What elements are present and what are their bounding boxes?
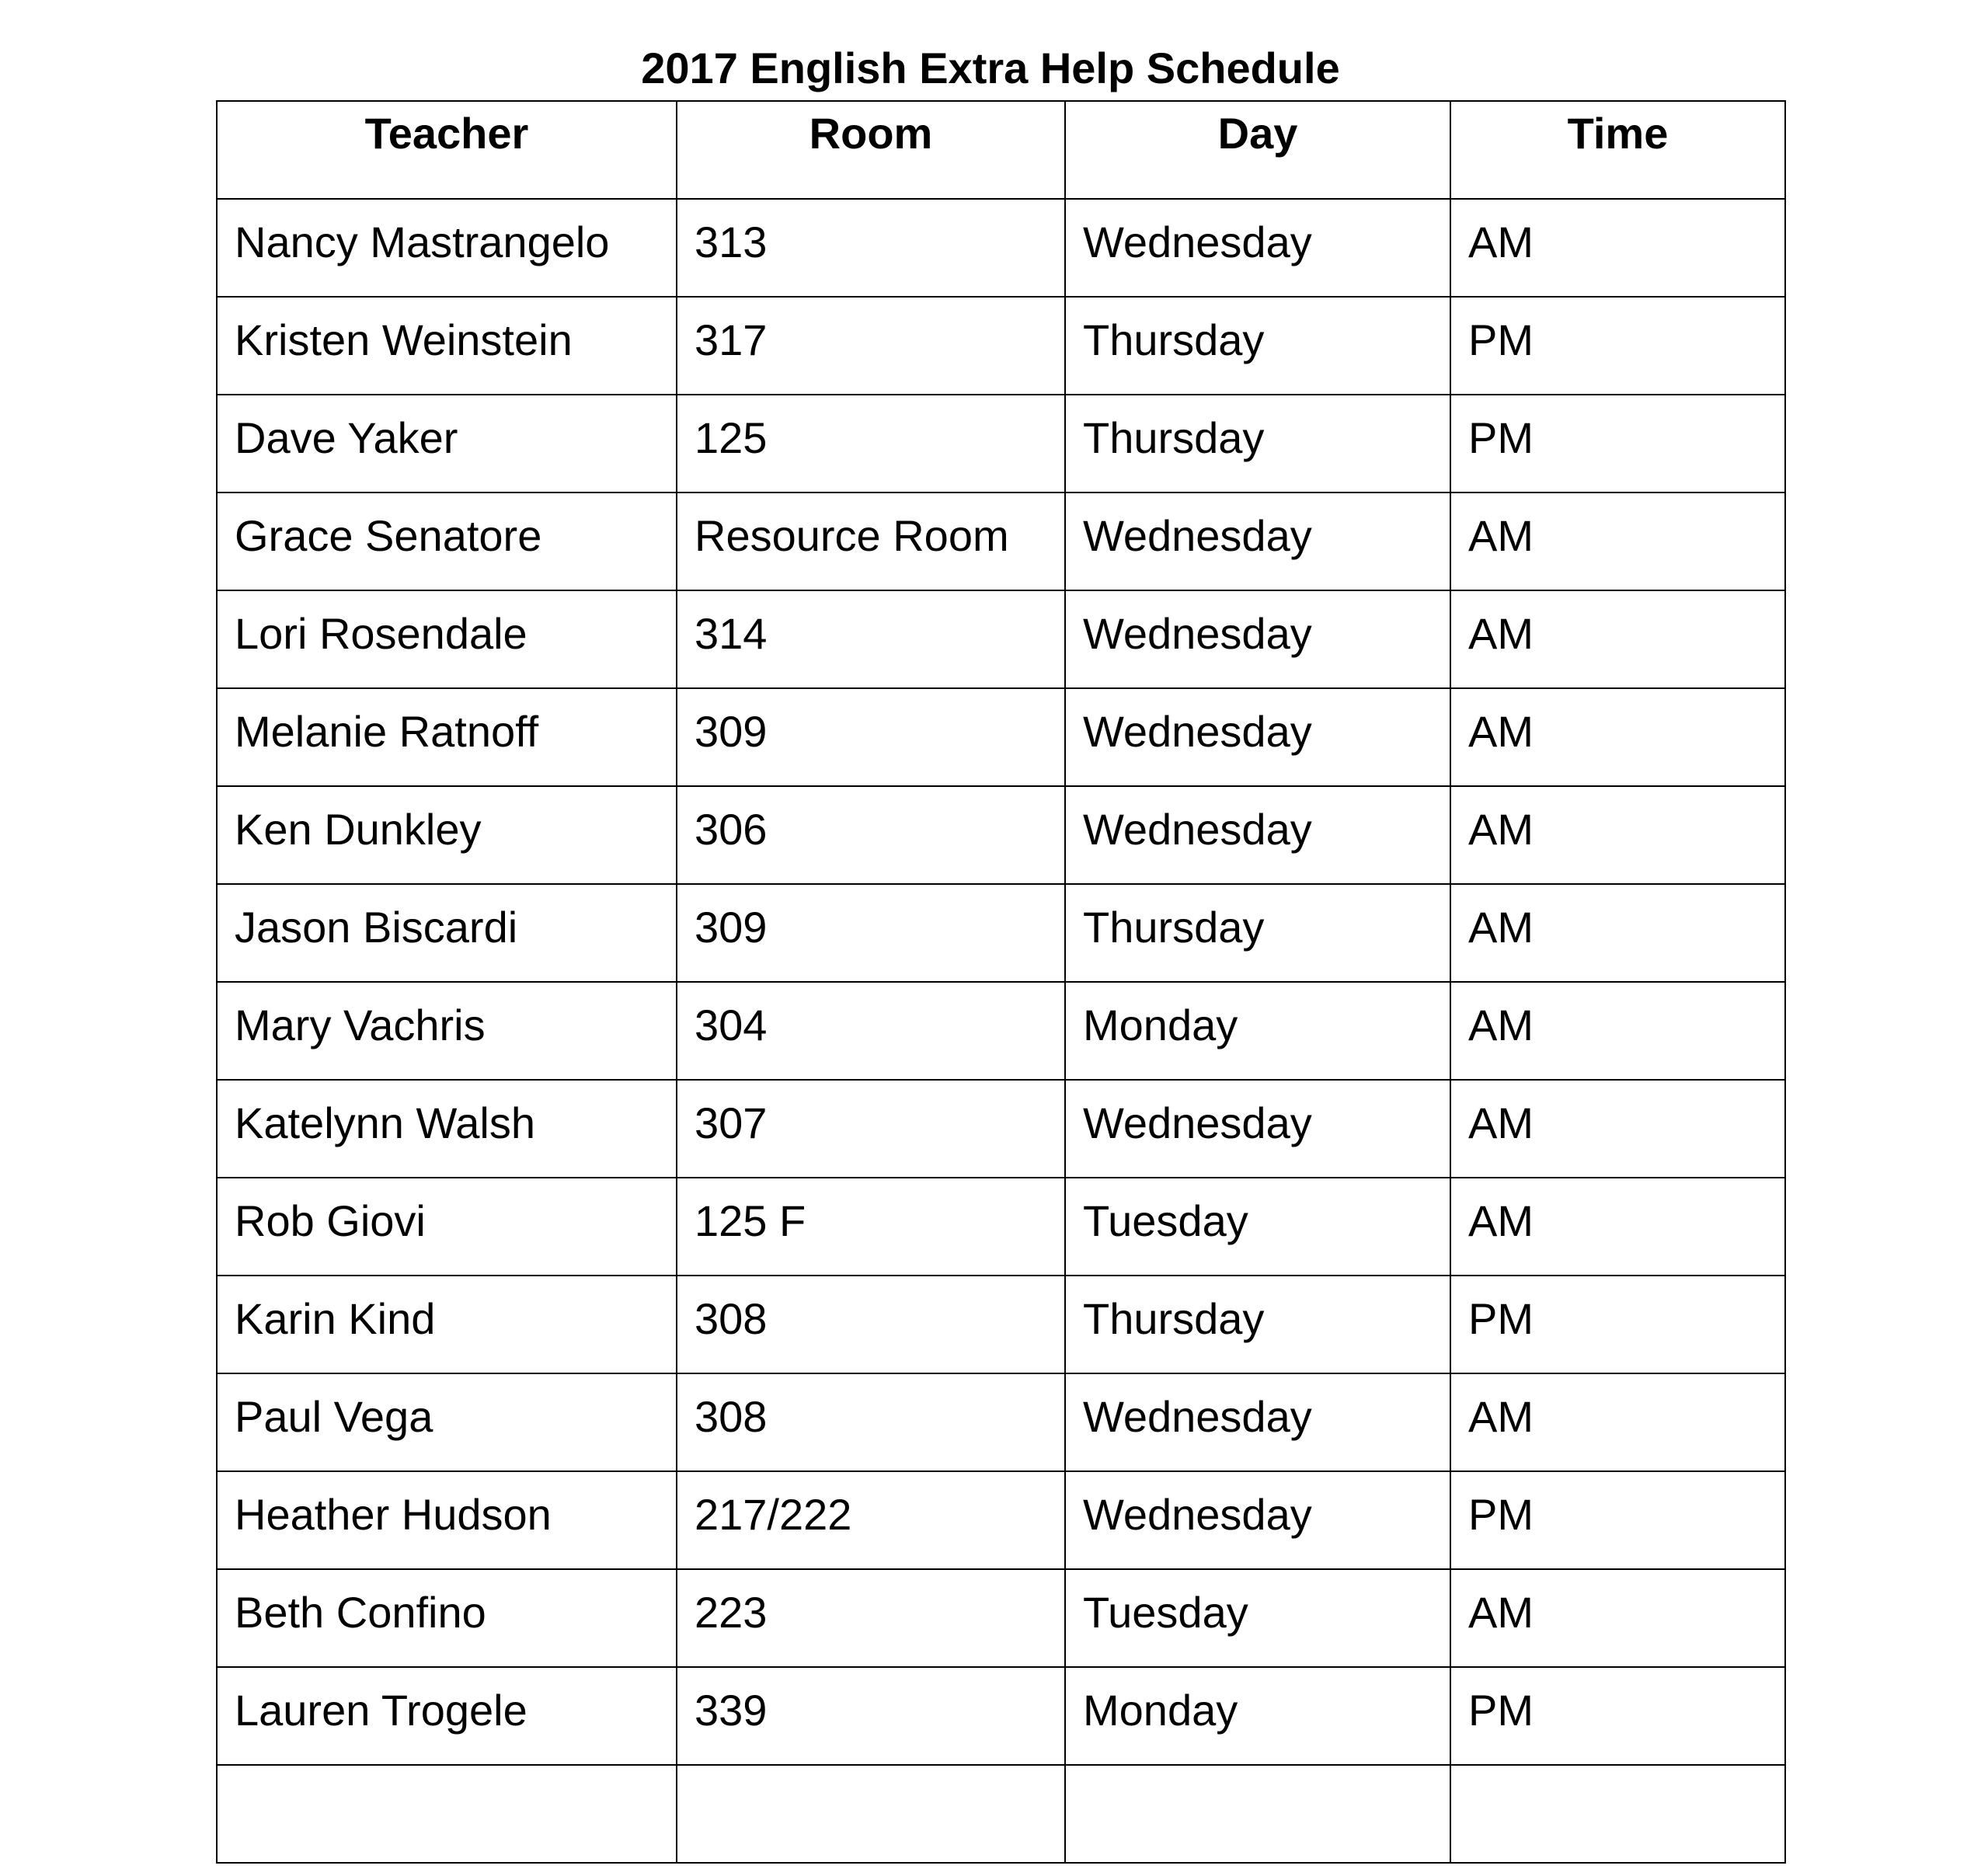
table-body (217, 199, 1785, 1863)
cell-room: 317 (677, 297, 1065, 395)
cell-teacher: Dave Yaker (217, 395, 677, 492)
cell-day: Wednesday (1065, 1080, 1450, 1178)
cell-day: Wednesday (1065, 1373, 1450, 1471)
cell-room: 125 F (677, 1178, 1065, 1276)
cell-room: 313 (677, 199, 1065, 297)
table-row (217, 884, 1785, 982)
table-row (217, 492, 1785, 590)
table-row (217, 590, 1785, 688)
cell-time: PM (1450, 1471, 1785, 1569)
cell-day: Wednesday (1065, 199, 1450, 297)
table-row (217, 982, 1785, 1080)
header-room: Room (677, 101, 1065, 199)
table-row-empty (217, 1765, 1785, 1863)
cell-room: 308 (677, 1276, 1065, 1373)
cell-day: Thursday (1065, 395, 1450, 492)
table-row (217, 1667, 1785, 1765)
cell-room: 304 (677, 982, 1065, 1080)
cell-teacher: Mary Vachris (217, 982, 677, 1080)
table-row (217, 1373, 1785, 1471)
cell-day: Wednesday (1065, 590, 1450, 688)
cell-teacher: Ken Dunkley (217, 786, 677, 884)
cell-room: 314 (677, 590, 1065, 688)
table-row (217, 1569, 1785, 1667)
table-row (217, 1276, 1785, 1373)
cell-teacher: Lori Rosendale (217, 590, 677, 688)
header-day: Day (1065, 101, 1450, 199)
cell-room: 307 (677, 1080, 1065, 1178)
table-row (217, 688, 1785, 786)
cell-teacher: Lauren Trogele (217, 1667, 677, 1765)
cell-teacher: Jason Biscardi (217, 884, 677, 982)
cell-time: AM (1450, 786, 1785, 884)
cell-time: AM (1450, 688, 1785, 786)
cell-teacher: Melanie Ratnoff (217, 688, 677, 786)
table-row (217, 1471, 1785, 1569)
table-row (217, 1080, 1785, 1178)
cell-day: Tuesday (1065, 1569, 1450, 1667)
cell-room: 223 (677, 1569, 1065, 1667)
cell-room: 306 (677, 786, 1065, 884)
cell-room: 309 (677, 884, 1065, 982)
cell-room: 339 (677, 1667, 1065, 1765)
cell-time: AM (1450, 1080, 1785, 1178)
cell-time: PM (1450, 297, 1785, 395)
schedule-table (216, 100, 1786, 1864)
table-row (217, 297, 1785, 395)
cell-teacher: Karin Kind (217, 1276, 677, 1373)
cell-time: PM (1450, 395, 1785, 492)
cell-day: Thursday (1065, 884, 1450, 982)
cell-time: PM (1450, 1667, 1785, 1765)
table-row (217, 786, 1785, 884)
cell-teacher: Kristen Weinstein (217, 297, 677, 395)
cell-time: AM (1450, 590, 1785, 688)
cell-room: 309 (677, 688, 1065, 786)
cell-room: 125 (677, 395, 1065, 492)
cell-room: 308 (677, 1373, 1065, 1471)
cell-time: AM (1450, 199, 1785, 297)
cell-time: AM (1450, 884, 1785, 982)
table-row (217, 395, 1785, 492)
cell-time: AM (1450, 492, 1785, 590)
cell-teacher (217, 1765, 677, 1863)
table-row (217, 1178, 1785, 1276)
cell-teacher: Beth Confino (217, 1569, 677, 1667)
header-teacher: Teacher (217, 101, 677, 199)
cell-day (1065, 1765, 1450, 1863)
cell-room (677, 1765, 1065, 1863)
header-time: Time (1450, 101, 1785, 199)
cell-time: AM (1450, 1569, 1785, 1667)
cell-room: Resource Room (677, 492, 1065, 590)
cell-time: AM (1450, 1178, 1785, 1276)
cell-teacher: Paul Vega (217, 1373, 677, 1471)
cell-room: 217/222 (677, 1471, 1065, 1569)
cell-teacher: Rob Giovi (217, 1178, 677, 1276)
cell-teacher: Katelynn Walsh (217, 1080, 677, 1178)
cell-time: PM (1450, 1276, 1785, 1373)
cell-day: Monday (1065, 1667, 1450, 1765)
cell-time: AM (1450, 1373, 1785, 1471)
page-title: 2017 English Extra Help Schedule (641, 44, 1340, 92)
cell-day: Wednesday (1065, 688, 1450, 786)
cell-day: Wednesday (1065, 786, 1450, 884)
cell-time: AM (1450, 982, 1785, 1080)
cell-day: Wednesday (1065, 1471, 1450, 1569)
cell-teacher: Heather Hudson (217, 1471, 677, 1569)
cell-day: Wednesday (1065, 492, 1450, 590)
cell-day: Monday (1065, 982, 1450, 1080)
cell-teacher: Nancy Mastrangelo (217, 199, 677, 297)
table-row (217, 199, 1785, 297)
table-header-row (217, 101, 1785, 199)
cell-day: Thursday (1065, 1276, 1450, 1373)
cell-day: Thursday (1065, 297, 1450, 395)
cell-time (1450, 1765, 1785, 1863)
cell-teacher: Grace Senatore (217, 492, 677, 590)
cell-day: Tuesday (1065, 1178, 1450, 1276)
